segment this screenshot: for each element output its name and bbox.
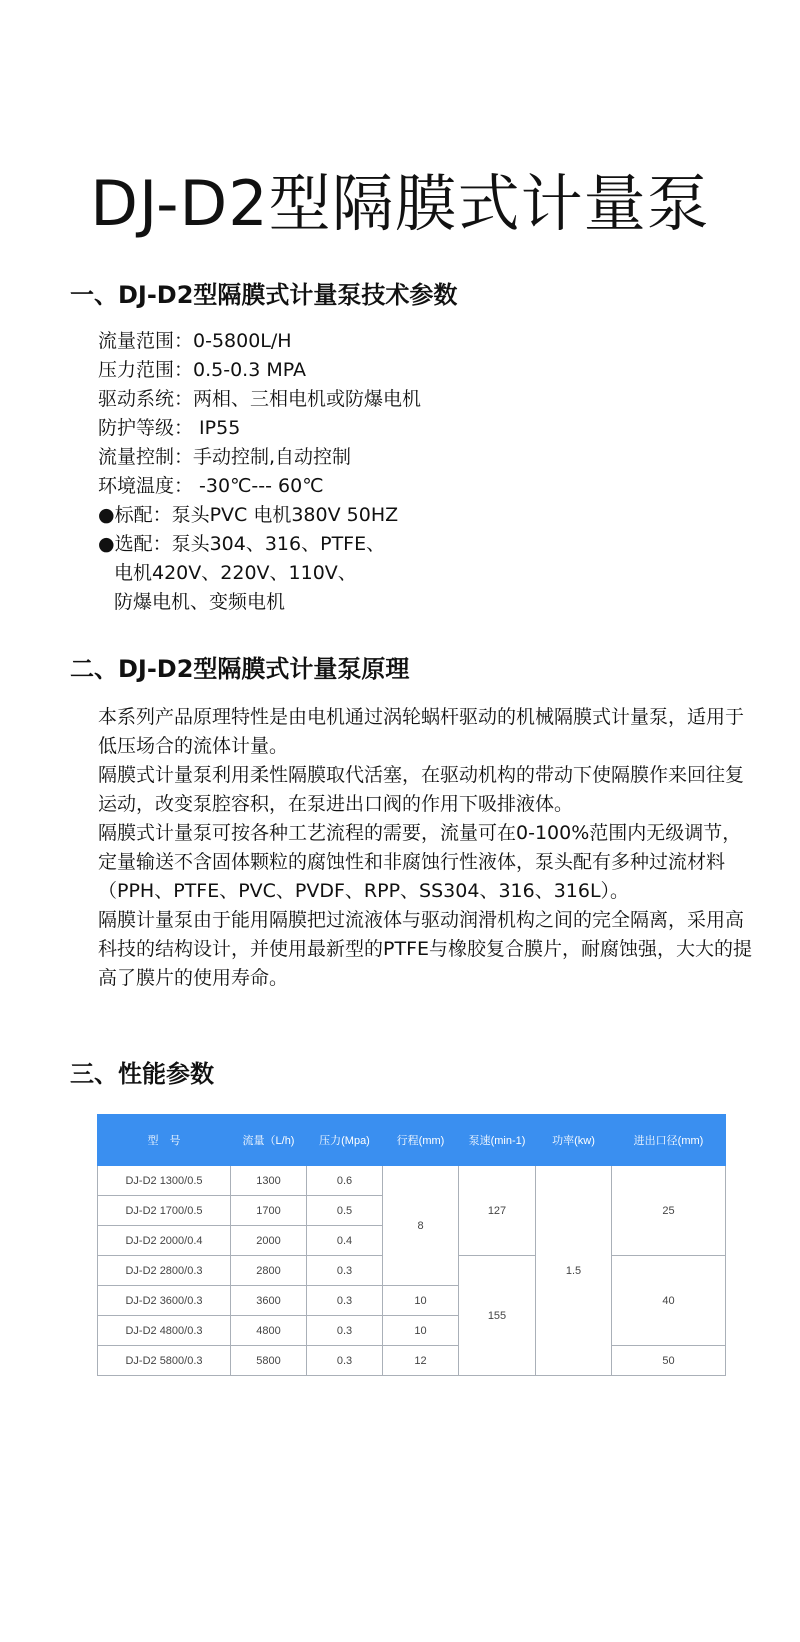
cell-stroke: 12 bbox=[383, 1346, 459, 1376]
param-protection-level: 防护等级： IP55 bbox=[98, 417, 241, 439]
page-title: DJ-D2型隔膜式计量泵 bbox=[90, 167, 710, 240]
param-drive-system: 驱动系统：两相、三相电机或防爆电机 bbox=[98, 388, 422, 410]
principle-text bbox=[98, 703, 758, 993]
cell-flow: 4800 bbox=[231, 1316, 307, 1346]
cell-speed: 155 bbox=[459, 1256, 536, 1376]
principle-paragraph: 隔膜式计量泵可按各种工艺流程的需要，流量可在0-100%范围内无级调节，定量输送不含固体颗粒的腐蚀性和非腐蚀行性液体，泵头配有多种过流材料（PPH、PTFE、PVC、PVDF、RPP、SS304、316、316L）。 bbox=[98, 822, 742, 902]
params-list bbox=[98, 327, 421, 617]
performance-heading: 三、性能参数 bbox=[70, 1060, 214, 1088]
param-ambient-temp: 环境温度： -30℃--- 60℃ bbox=[98, 475, 324, 497]
header-pressure: 压力(Mpa) bbox=[307, 1115, 383, 1166]
param-flow-control: 流量控制：手动控制,自动控制 bbox=[98, 446, 352, 468]
cell-model: DJ-D2 4800/0.3 bbox=[98, 1316, 231, 1346]
cell-stroke: 10 bbox=[383, 1286, 459, 1316]
param-pressure-range: 压力范围：0.5-0.3 MPA bbox=[98, 359, 306, 381]
header-model: 型 号 bbox=[98, 1115, 231, 1166]
param-flow-range: 流量范围：0-5800L/H bbox=[98, 330, 292, 352]
cell-model: DJ-D2 1300/0.5 bbox=[98, 1166, 231, 1196]
table-row bbox=[98, 1346, 726, 1376]
cell-pressure: 0.4 bbox=[307, 1226, 383, 1256]
cell-pressure: 0.3 bbox=[307, 1286, 383, 1316]
cell-flow: 5800 bbox=[231, 1346, 307, 1376]
cell-port: 40 bbox=[612, 1256, 726, 1346]
cell-speed: 127 bbox=[459, 1166, 536, 1256]
performance-table bbox=[97, 1114, 726, 1376]
cell-flow: 3600 bbox=[231, 1286, 307, 1316]
page-bottom-whitespace bbox=[0, 1376, 800, 1642]
cell-pressure: 0.3 bbox=[307, 1256, 383, 1286]
cell-flow: 1300 bbox=[231, 1166, 307, 1196]
table-header-row bbox=[98, 1115, 726, 1166]
header-speed: 泵速(min-1) bbox=[459, 1115, 536, 1166]
cell-stroke: 10 bbox=[383, 1316, 459, 1346]
cell-power: 1.5 bbox=[536, 1166, 612, 1376]
cell-model: DJ-D2 1700/0.5 bbox=[98, 1196, 231, 1226]
cell-pressure: 0.5 bbox=[307, 1196, 383, 1226]
cell-model: DJ-D2 5800/0.3 bbox=[98, 1346, 231, 1376]
header-port: 进出口径(mm) bbox=[612, 1115, 726, 1166]
cell-flow: 1700 bbox=[231, 1196, 307, 1226]
param-standard-config: ●标配：泵头PVC 电机380V 50HZ bbox=[98, 504, 399, 526]
cell-pressure: 0.3 bbox=[307, 1316, 383, 1346]
principle-paragraph: 本系列产品原理特性是由电机通过涡轮蜗杆驱动的机械隔膜式计量泵，适用于低压场合的流体计量。 bbox=[98, 706, 745, 757]
params-heading: 一、DJ-D2型隔膜式计量泵技术参数 bbox=[70, 281, 458, 309]
param-optional-motor: 电机420V、220V、110V、 bbox=[114, 562, 357, 584]
cell-model: DJ-D2 3600/0.3 bbox=[98, 1286, 231, 1316]
cell-model: DJ-D2 2800/0.3 bbox=[98, 1256, 231, 1286]
principle-heading: 二、DJ-D2型隔膜式计量泵原理 bbox=[70, 655, 410, 683]
cell-flow: 2000 bbox=[231, 1226, 307, 1256]
header-power: 功率(kw) bbox=[536, 1115, 612, 1166]
principle-paragraph: 隔膜计量泵由于能用隔膜把过流液体与驱动润滑机构之间的完全隔离，采用高科技的结构设计，并使用最新型的PTFE与橡胶复合膜片，耐腐蚀强，大大的提高了膜片的使用寿命。 bbox=[98, 909, 752, 989]
cell-stroke: 8 bbox=[383, 1166, 459, 1286]
cell-port: 25 bbox=[612, 1166, 726, 1256]
cell-model: DJ-D2 2000/0.4 bbox=[98, 1226, 231, 1256]
cell-pressure: 0.3 bbox=[307, 1346, 383, 1376]
header-stroke: 行程(mm) bbox=[383, 1115, 459, 1166]
cell-port: 50 bbox=[612, 1346, 726, 1376]
param-optional-explosion: 防爆电机、变频电机 bbox=[114, 591, 286, 613]
cell-pressure: 0.6 bbox=[307, 1166, 383, 1196]
principle-paragraph: 隔膜式计量泵利用柔性隔膜取代活塞，在驱动机构的带动下使隔膜作来回往复运动，改变泵腔容积，在泵进出口阀的作用下吸排液体。 bbox=[98, 764, 745, 815]
header-flow: 流量（L/h) bbox=[231, 1115, 307, 1166]
param-optional-config: ●选配：泵头304、316、PTFE、 bbox=[98, 533, 386, 555]
table-row bbox=[98, 1166, 726, 1196]
cell-flow: 2800 bbox=[231, 1256, 307, 1286]
